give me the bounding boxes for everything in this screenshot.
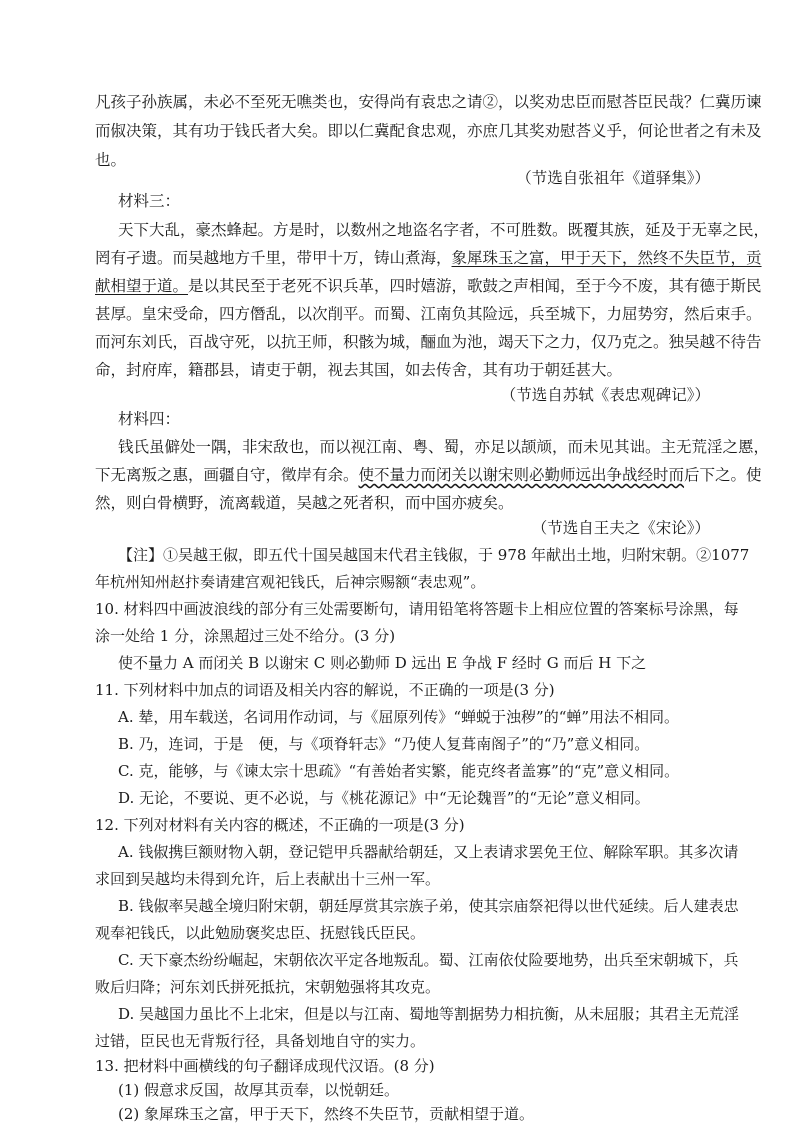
question-11-option-a: A. 辇，用车载送，名词用作动词，与《屈原列传》“蝉蜕于浊秽”的“蝉”用法不相同。 — [118, 708, 680, 726]
question-12-option-c-line-1: C. 天下豪杰纷纷崛起，宋朝依次平定各地叛乱。蜀、江南依仗险要地势，出兵至宋朝城下，兵 — [118, 951, 739, 969]
question-13-stem: 13. 把材料中画横线的句子翻译成现代汉语。(8 分) — [95, 1057, 435, 1075]
question-13-sentence-1: (1) 假意求反国，故厚其贡奉，以悦朝廷。 — [118, 1081, 400, 1099]
material-3-line-4: 甚厚。皇宋受命，四方僭乱，以次削平。而蜀、江南负其险远，兵至城下，力屈势穷，然后束手。 — [95, 305, 762, 323]
wavy-underlined-sentence: 使不量力而闭关以谢宋则必勤师远出争战经时而 — [358, 466, 685, 484]
question-11-option-d: D. 无论，不要说、更不必说，与《桃花源记》中“无论魏晋”的“无论”意义相同。 — [118, 789, 650, 807]
material-4-line-2-text: 下无离叛之惠，画疆自守，徵岸有余。 — [95, 466, 359, 484]
material-4-line-3: 然，则白骨横野，流离载道，吴越之死者积，而中国亦疲矣。 — [95, 494, 514, 512]
material-3-line-6: 命，封府库，籍郡县，请吏于朝，视去其国，如去传舍，其有功于朝廷甚大。 — [95, 361, 623, 379]
question-12-option-a-line-2: 求回到吴越均未得到允许，后上表献出十三州一军。 — [95, 870, 441, 888]
material-3-heading: 材料三： — [118, 192, 181, 210]
material-4-heading: 材料四： — [118, 410, 181, 428]
question-12-option-c-line-2: 败后归降；河东刘氏拼死抵抗，宋朝勉强将其攻克。 — [95, 978, 441, 996]
material-3-line-2-text: 罔有孑遗。而吴越地方千里，带甲十万，铸山煮海， — [95, 249, 452, 267]
question-13-sentence-2: (2) 象犀珠玉之富，甲于天下，然终不失臣节，贡献相望于道。 — [118, 1105, 535, 1123]
question-12-option-a-line-1: A. 钱俶携巨额财物入朝，登记铠甲兵器献给朝廷，又上表请求罢免王位、解除军职。其多次请 — [118, 843, 739, 861]
material-4-line-2 — [95, 465, 762, 485]
question-11-option-c: C. 克，能够，与《谏太宗十思疏》“有善始者实繁，能克终者盖寡”的“克”意义相同。 — [118, 762, 680, 780]
note-line-2: 年杭州知州赵抃奏请建宫观祀钱氏，后神宗赐额“表忠观”。 — [95, 573, 486, 591]
question-11-option-b: B. 乃，连词，于是 便，与《项脊轩志》“乃使人复葺南阁子”的“乃”意义相同。 — [118, 735, 650, 753]
material-3-source: （节选自苏轼《表忠观碑记》） — [500, 386, 710, 404]
question-12-option-b-line-2: 观奉祀钱氏，以此勉励褒奖忠臣、抚慰钱氏臣民。 — [95, 924, 426, 942]
underlined-sentence-part-2: 献相望于道。 — [95, 277, 189, 295]
question-12-option-d-line-2: 过错，臣民也无背叛行径，具备划地自守的实力。 — [95, 1032, 426, 1050]
question-12-option-d-line-1: D. 吴越国力虽比不上北宋，但是以与江南、蜀地等割据势力相抗衡，从未屈服；其君主无荒淫 — [118, 1005, 740, 1023]
question-12-option-b-line-1: B. 钱俶率吴越全境归附宋朝，朝廷厚赏其宗族子弟，使其宗庙祭祀得以世代延续。后人建表忠 — [118, 897, 739, 915]
material-3-line-2 — [95, 248, 762, 268]
underlined-sentence-part-1: 象犀珠玉之富，甲于天下，然终不失臣节，贡 — [451, 249, 762, 267]
material-2-line-3: 也。 — [95, 151, 127, 169]
question-11-stem: 11. 下列材料中加点的词语及相关内容的解说，不正确的一项是(3 分) — [95, 681, 555, 699]
question-10-options: 使不量力 A 而闭关 B 以谢宋 C 则必勤师 D 远出 E 争战 F 经时 G 而后 H 下之 — [118, 654, 647, 672]
material-2-source: （节选自张祖年《道驿集》） — [516, 169, 710, 187]
material-3-line-5: 而河东刘氏，百战守死，以抗王师，积骸为城，酾血为池，竭天下之力，仅乃克之。独吴越不待告 — [95, 333, 762, 351]
material-3-line-1: 天下大乱，豪杰蜂起。方是时，以数州之地盗名字者，不可胜数。既覆其族，延及于无辜之民， — [118, 221, 770, 239]
material-4-source: （节选自王夫之《宋论》） — [531, 519, 710, 537]
material-2-line-2: 而俶决策，其有功于钱氏者大矣。即以仁冀配食忠观，亦庶几其奖劝慰荅义乎，何论世者之有未及 — [95, 122, 762, 140]
material-4-line-2-tail: 后下之。使 — [684, 466, 762, 484]
material-3-line-3 — [95, 276, 762, 296]
question-10-line-2: 涂一处给 1 分，涂黑超过三处不给分。(3 分) — [95, 627, 396, 645]
question-10-line-1: 10. 材料四中画波浪线的部分有三处需要断句，请用铅笔将答题卡上相应位置的答案标号涂黑，每 — [95, 600, 739, 618]
material-3-line-3-text: 是以其民至于老死不识兵革，四时嬉游，歌鼓之声相闻，至于今不废，其有德于斯民 — [188, 277, 762, 295]
material-2-line-1: 凡孩子孙族属，未必不至死无噍类也，安得尚有袁忠之请②，以奖劝忠臣而慰荅臣民哉？仁冀历谏 — [95, 93, 762, 111]
question-12-stem: 12. 下列对材料有关内容的概述，不正确的一项是(3 分) — [95, 816, 465, 834]
material-4-line-1: 钱氏虽僻处一隅，非宋敌也，而以视江南、粤、蜀，亦足以颉颃，而未见其诎。主无荒淫之慝， — [118, 438, 770, 456]
note-line-1: 【注】①吴越王俶，即五代十国吴越国末代君主钱俶，于 978 年献出土地，归附宋朝。②1077 — [118, 546, 750, 564]
